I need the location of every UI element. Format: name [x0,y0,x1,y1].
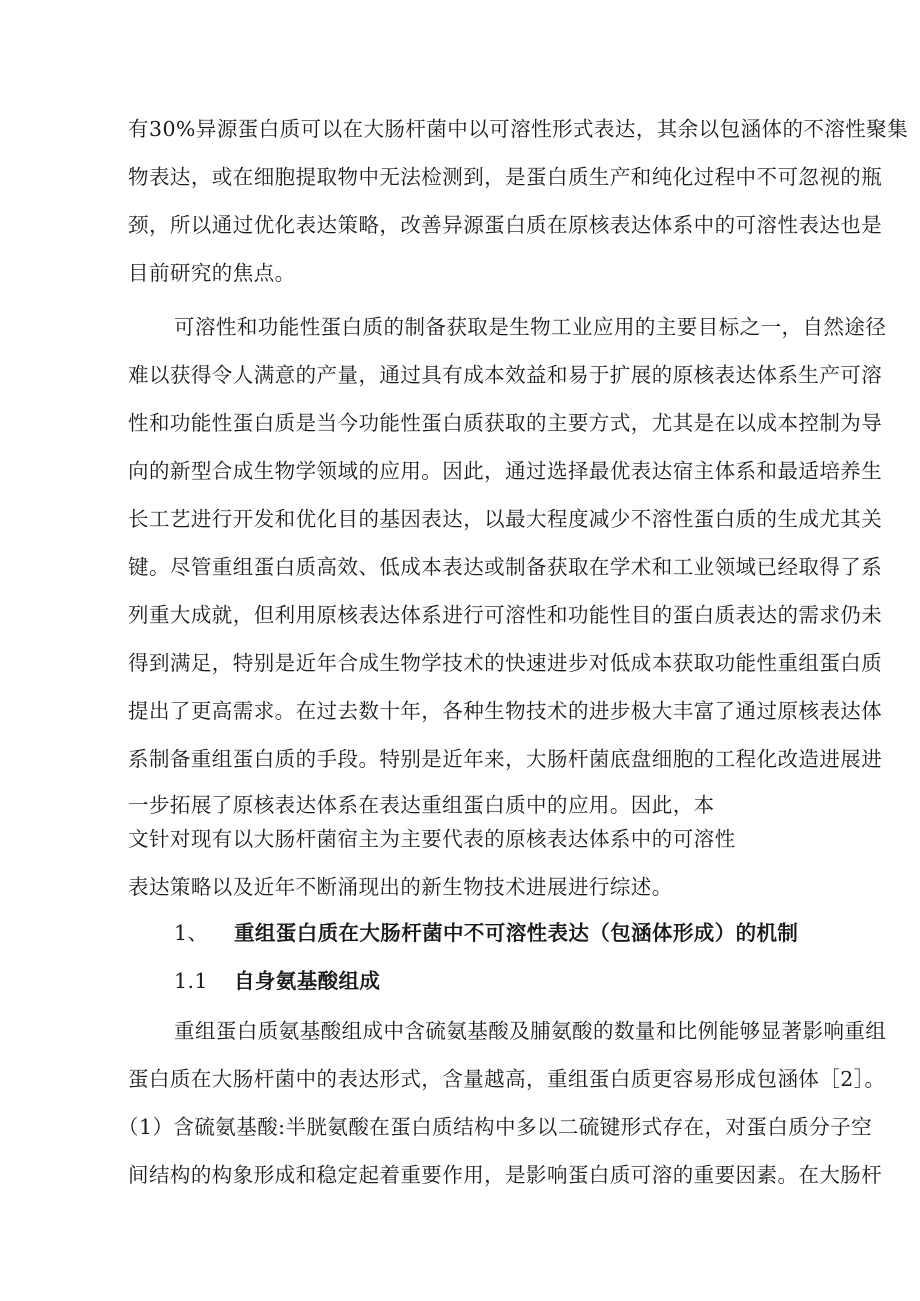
text-line: 蛋白质在大肠杆菌中的表达形式，含量越高，重组蛋白质更容易形成包涵体［2］。 [128,1067,886,1091]
section-number: 1、 [174,921,209,945]
text-line: 得到满足，特别是近年合成生物学技术的快速进步对低成本获取功能性重组蛋白质 [128,651,883,675]
text-line: 向的新型合成生物学领域的应用。因此，通过选择最优表达宿主体系和最适培养生 [128,459,883,483]
text-line: 目前研究的焦点。 [128,261,296,285]
text-line: 颈，所以通过优化表达策略，改善异源蛋白质在原核表达体系中的可溶性表达也是 [128,213,883,237]
text-line: 系制备重组蛋白质的手段。特别是近年来，大肠杆菌底盘细胞的工程化改造进展进 [128,747,883,771]
text-line: 提出了更高需求。在过去数十年，各种生物技术的进步极大丰富了通过原核表达体 [128,699,883,723]
text-line: 重组蛋白质氨基酸组成中含硫氨基酸及脯氨酸的数量和比例能够显著影响重组 [174,1019,887,1043]
text-line: 表达策略以及近年不断涌现出的新生物技术进展进行综述。 [128,875,673,899]
text-line: 一步拓展了原核表达体系在表达重组蛋白质中的应用。因此，本 [128,793,715,817]
text-line: 文针对现有以大肠杆菌宿主为主要代表的原核表达体系中的可溶性 [128,827,736,851]
text-line: 可溶性和功能性蛋白质的制备获取是生物工业应用的主要目标之一，自然途径 [174,315,887,339]
text-line: 长工艺进行开发和优化目的基因表达，以最大程度减少不溶性蛋白质的生成尤其关 [128,507,883,531]
section-heading: 重组蛋白质在大肠杆菌中不可溶性表达（包涵体形成）的机制 [234,921,799,945]
text-line: 列重大成就，但利用原核表达体系进行可溶性和功能性目的蛋白质表达的需求仍未 [128,603,883,627]
text-line: 有30%异源蛋白质可以在大肠杆菌中以可溶性形式表达，其余以包涵体的不溶性聚集 [128,117,909,141]
text-line: 难以获得令人满意的产量，通过具有成本效益和易于扩展的原核表达体系生产可溶 [128,363,883,387]
subsection-heading: 自身氨基酸组成 [234,969,381,993]
subsection-number: 1.1 [174,969,208,993]
text-line: 间结构的构象形成和稳定起着重要作用，是影响蛋白质可溶的重要因素。在大肠杆 [128,1163,883,1187]
text-line: 键。尽管重组蛋白质高效、低成本表达或制备获取在学术和工业领域已经取得了系 [128,555,883,579]
text-line: 物表达，或在细胞提取物中无法检测到，是蛋白质生产和纯化过程中不可忽视的瓶 [128,165,883,189]
text-line: 性和功能性蛋白质是当今功能性蛋白质获取的主要方式，尤其是在以成本控制为导 [128,411,883,435]
text-line: （1）含硫氨基酸:半胱氨酸在蛋白质结构中多以二硫键形式存在，对蛋白质分子空 [118,1115,873,1139]
